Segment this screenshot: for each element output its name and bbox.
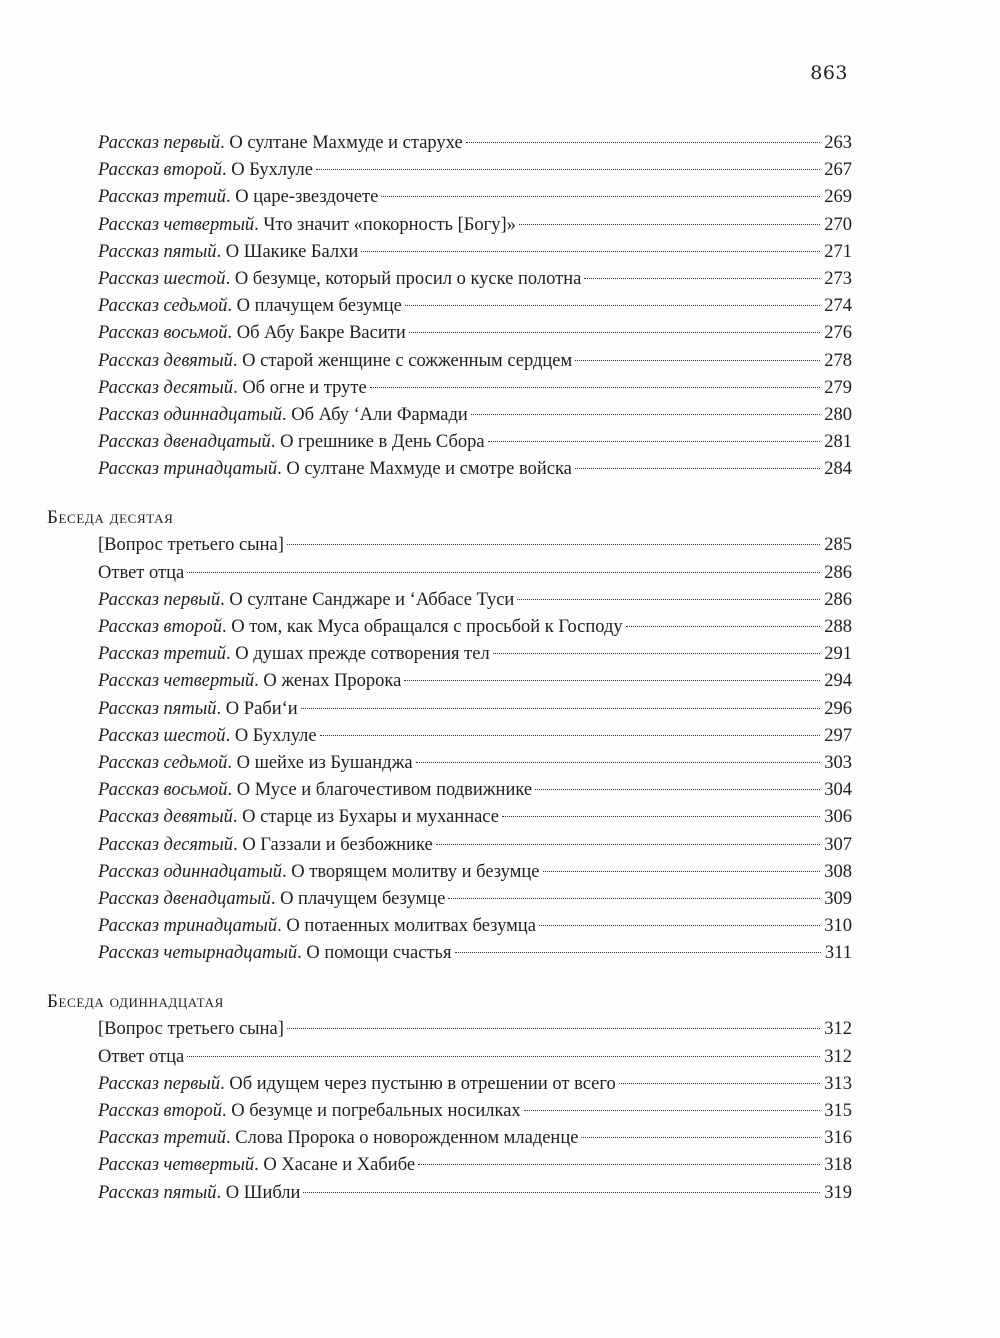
entry-title: О султане Санджаре и ‘Аббасе Туси	[229, 589, 515, 610]
dot-leader	[543, 871, 821, 872]
entry-story-number: Рассказ одиннадцатый	[98, 404, 282, 425]
entry-label: Рассказ шестой. О безумце, который просил о куске полотна	[98, 268, 582, 289]
dot-leader	[575, 360, 820, 361]
entry-title: О старце из Бухары и муханнасе	[242, 807, 499, 828]
entry-label	[98, 532, 284, 559]
table-of-contents	[0, 130, 1000, 1227]
entry-title: О творящем молитву и безумце	[291, 861, 540, 882]
entry-title: О безумце, который просил о куске полотна	[234, 268, 582, 289]
entry-page-number: 319	[824, 1182, 852, 1203]
entry-story-number: Рассказ второй	[98, 1101, 222, 1121]
toc-entry	[98, 668, 852, 695]
entry-story-number: Рассказ восьмой	[98, 780, 228, 801]
entry-label: Рассказ четырнадцатый. О помощи счастья	[98, 943, 452, 964]
entry-title: О том, как Муса обращался с просьбой к Господу	[231, 617, 623, 637]
entry-label: Рассказ четвертый. О Хасане и Хабибе	[98, 1155, 416, 1176]
section-heading: Беседа одиннадцатая	[47, 991, 224, 1013]
entry-page-number: 286	[824, 589, 852, 610]
entry-page-number: 297	[824, 725, 852, 746]
entry-title: О Раби‘и	[225, 698, 298, 719]
toc-entry	[98, 184, 852, 211]
entry-label: Рассказ двенадцатый. О грешнике в День Сбора	[98, 432, 485, 453]
dot-leader	[287, 544, 820, 545]
dot-leader	[488, 441, 821, 442]
dot-leader	[584, 278, 820, 279]
entry-story-number: Рассказ девятый	[98, 807, 233, 828]
entry-label: Рассказ пятый. О Раби‘и	[98, 698, 298, 719]
entry-page-number: 310	[824, 916, 852, 937]
entry-page-number: 286	[824, 562, 852, 583]
entry-label: Рассказ шестой. О Бухлуле	[98, 725, 317, 746]
entry-story-number: Рассказ третий	[98, 187, 226, 208]
entry-page-number: 278	[824, 350, 852, 371]
entry-title: Об Абу Бакре Васити	[236, 323, 406, 344]
toc-entry	[98, 456, 852, 483]
toc-entry	[98, 1016, 852, 1043]
toc-entry	[98, 614, 852, 641]
entry-title: Об огне и труте	[242, 377, 367, 398]
entry-page-number: 263	[824, 133, 852, 153]
dot-leader	[404, 680, 820, 681]
toc-entry	[98, 1098, 852, 1125]
section-heading: Беседа десятая	[47, 507, 174, 529]
entry-story-number: Рассказ десятый	[98, 834, 234, 855]
entry-label: Рассказ восьмой. Об Абу Бакре Васити	[98, 323, 406, 344]
toc-entry	[98, 266, 852, 293]
entry-label: Рассказ второй. О Бухлуле	[98, 160, 313, 181]
section-entries	[0, 1016, 1000, 1206]
entry-story-number: Рассказ пятый	[98, 1182, 217, 1203]
entry-story-number: Рассказ второй	[98, 617, 222, 637]
entry-story-number: Рассказ седьмой	[98, 752, 228, 773]
entry-title: Что значит «покорность [Богу]»	[263, 214, 516, 235]
entry-title: О потаенных молитвах безумца	[286, 916, 536, 937]
dot-leader	[405, 305, 820, 306]
toc-entry	[98, 641, 852, 668]
entry-label: Рассказ третий. Слова Пророка о новорожденном младенце	[98, 1128, 579, 1149]
entry-page-number: 304	[824, 780, 852, 801]
toc-entry	[98, 532, 852, 559]
entry-story-number: Рассказ третий	[98, 644, 226, 665]
entry-story-number: Рассказ четвертый	[98, 214, 255, 235]
entry-label: Рассказ первый. О султане Махмуде и старухе	[98, 133, 463, 153]
dot-leader	[535, 789, 820, 790]
entry-story-number: Рассказ тринадцатый	[98, 459, 278, 480]
entry-title: Ответ отца	[98, 562, 185, 583]
entry-label: Рассказ третий. О царе-звездочете	[98, 187, 379, 208]
entry-page-number: 309	[824, 888, 852, 909]
dot-leader	[581, 1137, 820, 1138]
toc-entry	[98, 723, 852, 750]
entry-page-number: 276	[824, 323, 852, 344]
entry-story-number: Рассказ десятый	[98, 377, 234, 398]
toc-entry	[98, 913, 852, 940]
toc-entry	[98, 696, 852, 723]
entry-page-number: 270	[824, 214, 852, 235]
entry-page-number: 318	[824, 1155, 852, 1176]
entry-story-number: Рассказ четвертый	[98, 671, 255, 692]
entry-page-number: 269	[824, 187, 852, 208]
entry-page-number: 285	[824, 535, 852, 556]
toc-section-9-continued	[0, 130, 1000, 483]
entry-page-number: 312	[824, 1046, 852, 1067]
dot-leader	[524, 1110, 821, 1111]
entry-page-number: 294	[824, 671, 852, 692]
dot-leader	[320, 735, 821, 736]
entry-page-number: 306	[824, 807, 852, 828]
entry-label: Рассказ пятый. О Шакике Балхи	[98, 241, 359, 262]
entry-label	[98, 1044, 184, 1071]
entry-title: О Хасане и Хабибе	[263, 1155, 416, 1176]
entry-title: О старой женщине с сожженным сердцем	[242, 350, 573, 371]
toc-entry	[98, 587, 852, 614]
entry-page-number: 312	[824, 1019, 852, 1040]
entry-title: Об идущем через пустыню в отрешении от всего	[229, 1073, 616, 1094]
entry-page-number: 303	[824, 752, 852, 773]
dot-leader	[455, 952, 821, 953]
entry-label: Рассказ двенадцатый. О плачущем безумце	[98, 888, 446, 909]
entry-title: О плачущем безумце	[280, 888, 446, 909]
dot-leader	[303, 1192, 820, 1193]
toc-entry	[98, 157, 852, 184]
entry-title: О Шакике Балхи	[225, 241, 359, 262]
entry-story-number: Рассказ первый	[98, 589, 221, 610]
entry-page-number: 279	[824, 377, 852, 398]
entry-story-number: Рассказ одиннадцатый	[98, 861, 282, 882]
toc-entry	[98, 1180, 852, 1207]
entry-page-number: 307	[824, 834, 852, 855]
entry-label	[98, 1016, 284, 1043]
entry-story-number: Рассказ третий	[98, 1128, 226, 1149]
entry-title: О помощи счастья	[306, 943, 452, 964]
entry-label	[98, 560, 184, 587]
entry-story-number: Рассказ двенадцатый	[98, 432, 271, 453]
toc-entry	[98, 320, 852, 347]
entry-label: Рассказ тринадцатый. О султане Махмуде и смотре войска	[98, 459, 572, 480]
entry-label: Рассказ второй. О безумце и погребальных носилках	[98, 1101, 521, 1121]
entry-story-number: Рассказ седьмой	[98, 296, 228, 317]
toc-entry	[98, 239, 852, 266]
dot-leader	[539, 925, 820, 926]
dot-leader	[381, 196, 820, 197]
toc-entry	[98, 1125, 852, 1152]
section-entries	[0, 532, 1000, 967]
entry-title: О грешнике в День Сбора	[280, 432, 485, 453]
dot-leader	[370, 387, 821, 388]
entry-title: О царе-звездочете	[235, 187, 379, 208]
entry-page-number: 296	[824, 698, 852, 719]
toc-entry	[98, 777, 852, 804]
entry-title: О султане Махмуде и смотре войска	[286, 459, 572, 480]
entry-page-number: 280	[824, 404, 852, 425]
entry-page-number: 271	[824, 241, 852, 262]
entry-label: Рассказ десятый. Об огне и труте	[98, 377, 367, 398]
dot-leader	[471, 414, 820, 415]
toc-entry	[98, 886, 852, 913]
entry-label: Рассказ одиннадцатый. Об Абу ‘Али Фармади	[98, 404, 468, 425]
entry-title: О Шибли	[225, 1182, 301, 1203]
entry-title: О шейхе из Бушанджа	[236, 752, 413, 773]
entry-label: Рассказ девятый. О старце из Бухары и муханнасе	[98, 807, 499, 828]
entry-title: О Бухлуле	[234, 725, 317, 746]
entry-label: Рассказ пятый. О Шибли	[98, 1182, 301, 1203]
entry-story-number: Рассказ четырнадцатый	[98, 943, 298, 964]
dot-leader	[418, 1164, 820, 1165]
entry-title: О Мусе и благочестивом подвижнике	[236, 780, 533, 801]
entry-label: Рассказ седьмой. О плачущем безумце	[98, 296, 402, 317]
entry-label: Рассказ десятый. О Газзали и безбожнике	[98, 834, 433, 855]
entry-label: Рассказ девятый. О старой женщине с сожженным сердцем	[98, 350, 573, 371]
entry-page-number: 274	[824, 296, 852, 317]
entry-title: Ответ отца	[98, 1046, 185, 1067]
entry-title: О Газзали и безбожнике	[242, 834, 433, 855]
entry-title: [Вопрос третьего сына]	[98, 1019, 284, 1040]
entry-page-number: 308	[824, 861, 852, 882]
entry-label: Рассказ третий. О душах прежде сотворения тел	[98, 644, 490, 665]
entry-label: Рассказ второй. О том, как Муса обращался с просьбой к Господу	[98, 617, 623, 637]
toc-entry	[98, 750, 852, 777]
toc-entry	[98, 940, 852, 967]
toc-entry	[98, 1044, 852, 1071]
dot-leader	[187, 572, 820, 573]
entry-story-number: Рассказ шестой	[98, 725, 226, 746]
entry-story-number: Рассказ пятый	[98, 698, 217, 719]
entry-label: Рассказ одиннадцатый. О творящем молитву и безумце	[98, 861, 540, 882]
toc-section-10	[0, 503, 1000, 967]
entry-page-number: 267	[824, 160, 852, 181]
toc-entry	[98, 293, 852, 320]
entry-title: О безумце и погребальных носилках	[231, 1101, 521, 1121]
entry-label: Рассказ седьмой. О шейхе из Бушанджа	[98, 752, 413, 773]
dot-leader	[409, 332, 821, 333]
toc-entry	[98, 375, 852, 402]
entry-story-number: Рассказ двенадцатый	[98, 888, 271, 909]
entry-page-number: 284	[824, 459, 852, 480]
entry-story-number: Рассказ первый	[98, 1073, 221, 1094]
dot-leader	[416, 762, 821, 763]
entry-story-number: Рассказ пятый	[98, 241, 217, 262]
toc-entry	[98, 1152, 852, 1179]
entry-label: Рассказ восьмой. О Мусе и благочестивом подвижнике	[98, 780, 533, 801]
entry-title: О плачущем безумце	[236, 296, 402, 317]
dot-leader	[519, 224, 820, 225]
entry-page-number: 281	[824, 432, 852, 453]
dot-leader	[517, 599, 820, 600]
entry-title: О женах Пророка	[263, 671, 402, 692]
entry-page-number: 291	[824, 644, 852, 665]
entry-story-number: Рассказ шестой	[98, 268, 226, 289]
dot-leader	[575, 468, 820, 469]
dot-leader	[316, 169, 820, 170]
entry-label: Рассказ первый. Об идущем через пустыню в отрешении от всего	[98, 1073, 616, 1094]
entry-story-number: Рассказ четвертый	[98, 1155, 255, 1176]
entry-label: Рассказ четвертый. О женах Пророка	[98, 671, 402, 692]
dot-leader	[448, 898, 820, 899]
toc-entry	[98, 859, 852, 886]
entry-label: Рассказ первый. О султане Санджаре и ‘Аббасе Туси	[98, 589, 515, 610]
dot-leader	[466, 142, 821, 143]
dot-leader	[287, 1028, 820, 1029]
toc-entry	[98, 429, 852, 456]
entry-page-number: 315	[824, 1101, 852, 1121]
entry-title: [Вопрос третьего сына]	[98, 535, 284, 556]
dot-leader	[626, 626, 821, 627]
toc-entry	[98, 804, 852, 831]
entry-story-number: Рассказ второй	[98, 160, 222, 181]
entry-page-number: 273	[824, 268, 852, 289]
entry-label: Рассказ четвертый. Что значит «покорность [Богу]»	[98, 214, 516, 235]
entry-title: О душах прежде сотворения тел	[235, 644, 490, 665]
entry-title: О султане Махмуде и старухе	[229, 133, 463, 153]
toc-entry	[98, 832, 852, 859]
entry-story-number: Рассказ тринадцатый	[98, 916, 278, 937]
toc-entry	[98, 212, 852, 239]
dot-leader	[502, 816, 820, 817]
entry-story-number: Рассказ восьмой	[98, 323, 228, 344]
entry-story-number: Рассказ первый	[98, 133, 221, 153]
dot-leader	[301, 708, 821, 709]
entry-page-number: 316	[824, 1128, 852, 1149]
entry-page-number: 313	[824, 1073, 852, 1094]
entry-title: О Бухлуле	[231, 160, 313, 181]
dot-leader	[361, 251, 820, 252]
dot-leader	[187, 1056, 820, 1057]
entry-page-number: 288	[824, 617, 852, 637]
page-number: 863	[810, 62, 848, 84]
toc-entry	[98, 1071, 852, 1098]
toc-entry	[98, 130, 852, 157]
dot-leader	[619, 1083, 821, 1084]
toc-entry	[98, 560, 852, 587]
entry-title: Об Абу ‘Али Фармади	[291, 404, 468, 425]
entry-page-number: 311	[824, 943, 852, 964]
dot-leader	[436, 844, 821, 845]
entry-label: Рассказ тринадцатый. О потаенных молитвах безумца	[98, 916, 536, 937]
toc-entry	[98, 402, 852, 429]
entry-story-number: Рассказ девятый	[98, 350, 233, 371]
entry-title: Слова Пророка о новорожденном младенце	[235, 1128, 579, 1149]
dot-leader	[493, 653, 821, 654]
toc-entry	[98, 348, 852, 375]
toc-section-11	[0, 987, 1000, 1206]
